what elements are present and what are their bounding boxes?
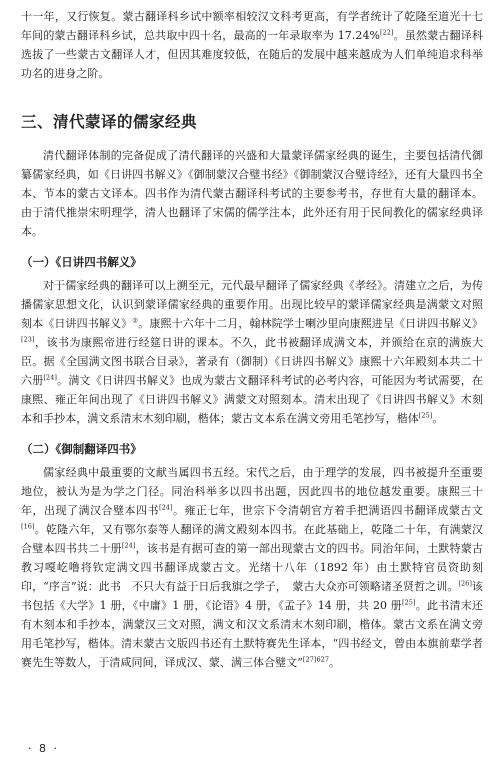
footnote-ref: [24] [121, 541, 136, 550]
section-heading: 三、清代蒙译的儒家经典 [21, 112, 198, 131]
text-run: 。此书清末还有木刻本和手抄本，满蒙汉三文对照，满文和汉文系清末木刻印刷，楷体。蒙古文系在满文旁用毛笔抄写，楷体。清末蒙古文版四书还有土默特赛先生译本，“四书经文，曾由本旗前辈学者赛先生等数人，于清咸同间，译成汉、蒙、满三体合璧文” [21, 599, 483, 669]
text-run: 。乾隆六年，又有鄂尔泰等人翻译的满文殿刻本四书。在此基础上，乾隆二十年，有满蒙汉合璧本四书共二十册 [21, 523, 483, 555]
footnote-ref: [23] [21, 335, 35, 344]
text-run: 。雍正七年，世宗下令清朝官方着手把满语四书翻译成蒙古文 [172, 504, 483, 517]
text-run: 清代翻译体制的完备促成了清代翻译的兴盛和大量蒙译儒家经典的诞生，主要包括清代御纂儒家经典，如《日讲四书解义》《御制蒙汉合璧书经》《御制蒙汉合璧诗经》，还有大量四书全本、节本的蒙古文译本。四书作为清代蒙古翻译科考试的主要参考书，存世有大量的翻译本。由于清代推崇宋明理学，清人也翻译了宋儒的儒学注本，此外还有用于民间教化的儒家经典译本。 [21, 149, 483, 238]
document-page [21, 4, 483, 672]
text-run: 该书包括《大学》1 册，《中庸》1 册，《论语》4 册，《孟子》14 册，共 20 册 [21, 580, 483, 612]
footnote-ref: ② [132, 316, 139, 325]
footnote-ref: [24] [43, 373, 57, 382]
text-run: 。 [329, 656, 341, 669]
footnote-ref: [25] [418, 411, 433, 420]
paragraph-sishu [21, 463, 483, 672]
footnote-ref: [24] [158, 503, 173, 512]
text-run: ，该书为康熙帝进行经筵日讲的课本。不久，此书被翻译成满文本，并颁给在京的满族大臣。据《全国满文图书联合目录》，著录有（御制）《日讲四书解义》康熙十六年殿刻本共二十六册 [21, 336, 483, 387]
footnote-ref: [22] [380, 28, 394, 37]
text-run: 对于儒家经典的翻译可以上溯至元，元代最早翻译了儒家经典《孝经》。清建立之后，为传播儒家思想文化，认识到蒙译儒家经典的重要作用。出现比较早的蒙译儒家经典是满蒙文对照刻本《日讲四书解义》 [21, 279, 483, 330]
paragraph-exam-statistics [21, 7, 483, 83]
footnote-ref: [27]627 [302, 655, 330, 664]
subsection-heading-sishu: （二）《御制翻译四书》 [21, 442, 142, 456]
text-run: 。满文《日讲四书解义》也成为蒙古文翻译科考试的必考内容，可能因为考试需要，在康熙、雍正年间出现了《日讲四书解义》满蒙文对照刻本。清末出现了《日讲四书解义》木刻本和手抄本，满文系清末木刻印刷，楷体；蒙古文本系在满文旁用毛笔抄写，楷体 [21, 374, 483, 425]
text-run: 。虽然蒙古翻译科选拔了一些蒙古文翻译人才，但因其难度较低，在随后的发展中越来越成为人们单纯追求科举功名的进身之阶。 [21, 29, 483, 80]
footnote-ref: [25] [402, 598, 416, 607]
subsection-heading-rijiang: （一）《日讲四书解义》 [21, 255, 142, 269]
footnote-ref: [16] [21, 522, 35, 531]
text-run: ，该书是有据可查的第一部出现蒙古文的四书。同治年间，土默特蒙古教习嘎屹噜将钦定满文四书翻译成蒙古文。光绪十八年（1892 年）由土默特官员资助刻印，“序言”说：此书 不只大有益于日后我旗之学子， 蒙古大众亦可领略诸圣贤哲之训。 [21, 542, 483, 593]
paragraph-overview [21, 146, 483, 241]
text-run: 儒家经典中最重要的文献当属四书五经。宋代之后，由于理学的发展，四书被提升至重要地位，被认为是为学之门径。同治科举多以四书出题，因此四书的地位越发重要。康熙三十年，出现了满汉合璧本四书 [21, 466, 483, 517]
text-run: 。 [432, 412, 444, 425]
text-run: 十一年，又行恢复。蒙古翻译科乡试中额率相较汉文科考更高，有学者统计了乾隆至道光十七年间的蒙古翻译科乡试，总共取中四十名，最高的一年录取率为 17.24% [21, 10, 483, 42]
page-number: · 8 · [28, 742, 59, 755]
paragraph-rijiang [21, 276, 483, 428]
text-run: 。康熙十六年十二月，翰林院学士喇沙里向康熙进呈《日讲四书解义》 [138, 317, 483, 330]
footnote-ref: [26] [458, 579, 472, 588]
